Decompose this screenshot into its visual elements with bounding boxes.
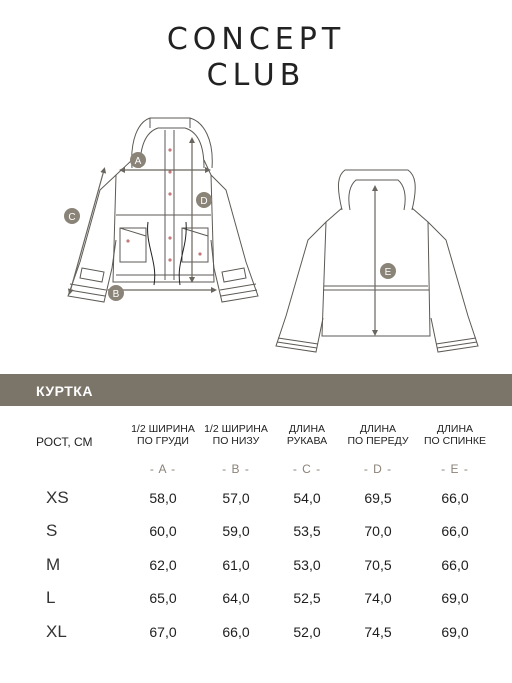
value-cell: 66,0 — [441, 523, 469, 539]
table-title-band — [0, 374, 512, 406]
value-cell: 66,0 — [441, 490, 469, 506]
column-header-d-line2: ПО ПЕРЕДУ — [347, 435, 409, 447]
value-cell: 67,0 — [149, 624, 177, 640]
front-jacket-drawing — [68, 118, 258, 302]
value-cell: 70,5 — [364, 557, 392, 573]
row-header-label: РОСТ, СМ — [36, 435, 93, 449]
marker-a-label: A — [134, 156, 142, 167]
value-cell: 60,0 — [149, 523, 177, 539]
marker-a — [129, 151, 147, 169]
size-label: M — [46, 555, 61, 574]
brand-line-1: CONCEPT — [166, 22, 346, 57]
column-header-b-line1: 1/2 ШИРИНА — [204, 423, 268, 435]
column-header-e-line1: ДЛИНА — [436, 423, 474, 435]
marker-c-label: C — [68, 212, 76, 223]
column-header-c-line1: ДЛИНА — [288, 423, 326, 435]
value-cell: 69,0 — [441, 590, 469, 606]
table-title: КУРТКА — [36, 383, 93, 399]
value-cell: 74,0 — [364, 590, 392, 606]
value-cell: 52,0 — [293, 624, 321, 640]
marker-b — [107, 284, 125, 302]
column-header-c-line2: РУКАВА — [286, 435, 328, 447]
value-cell: 74,5 — [364, 624, 392, 640]
value-cell: 61,0 — [222, 557, 250, 573]
value-cell: 69,0 — [441, 624, 469, 640]
value-cell: 66,0 — [222, 624, 250, 640]
marker-c — [63, 207, 81, 225]
value-cell: 52,5 — [293, 590, 321, 606]
value-cell: 53,0 — [293, 557, 321, 573]
column-header-d-line1: ДЛИНА — [359, 423, 397, 435]
table-row — [0, 521, 512, 551]
jacket-diagram — [0, 100, 512, 370]
column-header-a-line1: 1/2 ШИРИНА — [131, 423, 195, 435]
table-row — [0, 622, 512, 652]
column-code-a: - A - — [149, 462, 177, 476]
table-row — [0, 555, 512, 585]
marker-b-label: B — [112, 289, 120, 300]
column-code-d: - D - — [363, 462, 393, 476]
back-jacket-drawing — [276, 170, 478, 352]
value-cell: 58,0 — [149, 490, 177, 506]
column-header-e-line2: ПО СПИНКЕ — [423, 435, 486, 447]
value-cell: 65,0 — [149, 590, 177, 606]
table-row — [0, 488, 512, 518]
value-cell: 54,0 — [293, 490, 321, 506]
column-code-c: - C - — [292, 462, 322, 476]
column-code-b: - B - — [222, 462, 250, 476]
column-header-b-line2: ПО НИЗУ — [212, 435, 260, 447]
marker-e-label: E — [384, 267, 392, 278]
value-cell: 70,0 — [364, 523, 392, 539]
column-header-a-line2: ПО ГРУДИ — [137, 435, 189, 447]
marker-d-label: D — [200, 196, 208, 207]
marker-d — [195, 191, 213, 209]
value-cell: 64,0 — [222, 590, 250, 606]
size-label: S — [46, 521, 58, 540]
table-row — [0, 588, 512, 618]
value-cell: 59,0 — [222, 523, 250, 539]
column-header-e — [410, 423, 500, 447]
size-label: XL — [46, 622, 67, 641]
brand-line-2: CLUB — [206, 58, 306, 93]
value-cell: 66,0 — [441, 557, 469, 573]
value-cell: 53,5 — [293, 523, 321, 539]
value-cell: 62,0 — [149, 557, 177, 573]
size-label: XS — [46, 488, 69, 507]
marker-e — [379, 262, 397, 280]
value-cell: 57,0 — [222, 490, 250, 506]
value-cell: 69,5 — [364, 490, 392, 506]
size-label: L — [46, 588, 56, 607]
column-code-e: - E - — [441, 462, 469, 476]
